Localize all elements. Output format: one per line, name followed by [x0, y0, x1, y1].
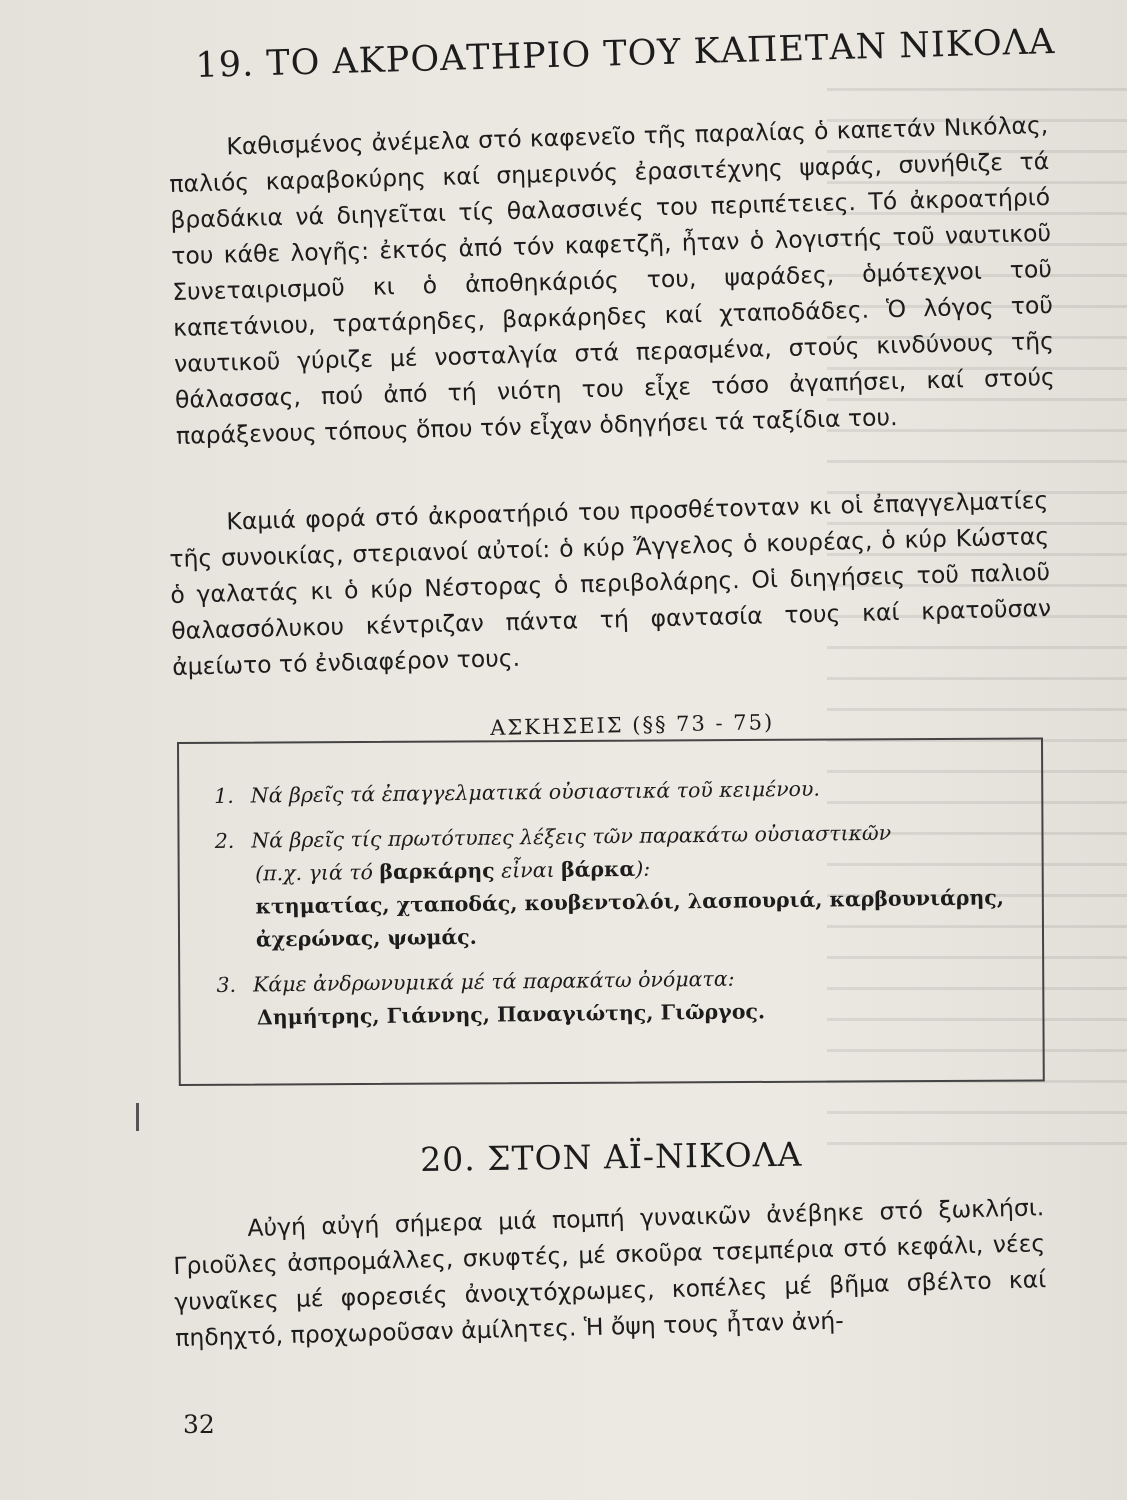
page-number: 32 — [183, 1410, 215, 1439]
example-prefix: (π.χ. γιά τό — [254, 860, 374, 886]
example-suffix: ): — [635, 856, 651, 881]
example-mid: εἶναι — [501, 857, 555, 883]
exercise-number: 3. — [216, 972, 237, 997]
chapter-20-paragraph-1: Αὐγή αὐγή σήμερα μιά πομπή γυναικῶν ἀνέβηκε στό ξωκλήσι. Γριοῦλες ἀσπρομάλλες, σκυφτές, μέ σκοῦρα τσεμπέρια στό κεφάλι, νέες γυναῖκες μέ φορεσιές ἀνοιχτόχρωμες, κοπέλες μέ βῆμα σβέλτο καί πηδηχτό, προχωροῦσαν ἀμίλητες. Ἡ ὄψη τους ἦταν ἀνή- — [173, 1193, 1047, 1352]
margin-mark — [136, 1103, 139, 1131]
exercise-text: Νά βρεῖς τά ἐπαγγελματικά οὐσιαστικά τοῦ κειμένου. — [250, 776, 821, 808]
exercise-item — [216, 959, 1037, 1035]
exercises-heading: ΑΣΚΗΣΕΙΣ (§§ 73 - 75) — [490, 710, 775, 740]
exercise-number: 2. — [214, 828, 235, 853]
chapter-19-paragraph-1: Καθισμένος ἀνέμελα στό καφενεῖο τῆς παραλίας ὁ καπετάν Νικόλας, παλιός καραβοκύρης καί σημερινός ἐρασιτέχνης ψαράς, συνήθιζε τά βραδάκια νά διηγεῖται τίς θαλασσινές του περιπέτειες. Τό ἀκροατήριό του κάθε λογῆς: ἐκτός ἀπό τόν καφετζῆ, ἦταν ὁ λογιστής τοῦ ναυτικοῦ Συνεταιρισμοῦ κι ὁ ἀποθηκάριός του, ψαράδες, ὁμότεχνοι τοῦ καπετάνιου, τρατάρηδες, βαρκάρηδες καί χταποδάδες. Ὁ λόγος τοῦ ναυτικοῦ γύριζε μέ νοσταλγία στά περασμένα, στούς κινδύνους τῆς θάλασσας, πού ἀπό τή νιότη του εἶχε τόσο ἀγαπήσει, καί στούς παράξενους τόπους ὅπου τόν εἶχαν ὁδηγήσει τά ταξίδια του. — [169, 110, 1056, 450]
chapter-20-title: 20. ΣΤΟΝ ΑΪ-ΝΙΚΟΛΑ — [420, 1134, 803, 1179]
chapter-19-paragraph-2: Καμιά φορά στό ἀκροατήριό του προσθέτονταν κι οἱ ἐπαγγελματίες τῆς συνοικίας, στεριανοί αὐτοί: ὁ κύρ Ἄγγελος ὁ κουρέας, ὁ κύρ Κώστας ὁ γαλατάς κι ὁ κύρ Νέστορας ὁ περιβολάρης. Οἱ διηγήσεις τοῦ παλιοῦ θαλασσόλυκου κέντριζαν πάντα τή φαντασία τους καί κρατοῦσαν ἀμείωτο τό ἐνδιαφέρον τους. — [169, 485, 1052, 681]
example-root: βάρκα — [560, 856, 636, 882]
exercise-text: Κάμε ἀνδρωνυμικά μέ τά παρακάτω ὀνόματα: — [252, 966, 735, 997]
example-word: βαρκάρης — [379, 858, 495, 884]
chapter-19-title: 19. ΤΟ ΑΚΡΟΑΤΗΡΙΟ ΤΟΥ ΚΑΠΕΤΑΝ ΝΙΚΟΛΑ — [195, 21, 1056, 86]
exercise-item — [215, 815, 1037, 957]
exercise-number: 1. — [214, 783, 234, 808]
exercise-text: Νά βρεῖς τίς πρωτότυπες λέξεις τῶν παρακάτω οὐσιαστικῶν — [251, 820, 892, 853]
exercises-list — [214, 770, 1037, 1047]
exercise-words: Δημήτρης, Γιάννης, Παναγιώτης, Γιῶργος. — [256, 999, 766, 1030]
exercise-words: κτηματίας, χταποδάς, κουβεντολόι, λασπουριά, καρβουνιάρης, ἀχερώνας, ψωμάς. — [255, 885, 1005, 952]
